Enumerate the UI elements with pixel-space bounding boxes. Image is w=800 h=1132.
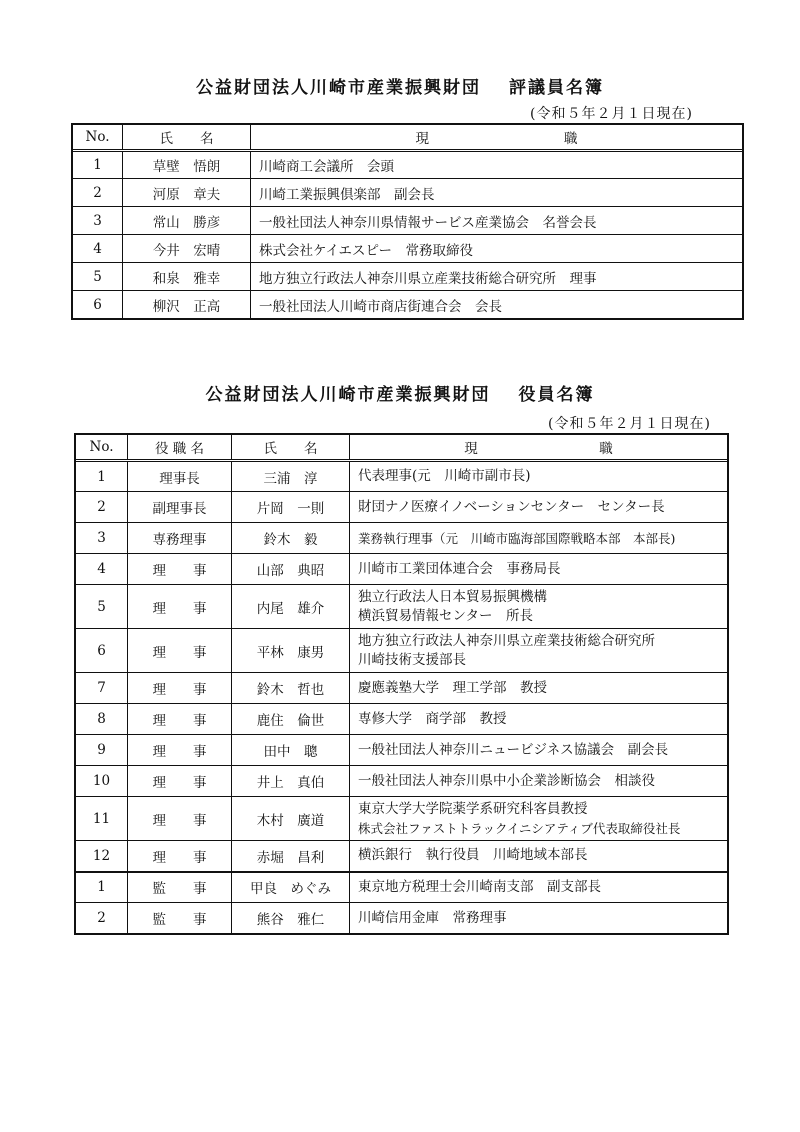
member-name: 常山 勝彦 xyxy=(123,207,251,235)
table-row xyxy=(76,735,728,766)
officer-name: 山部 典昭 xyxy=(232,554,350,585)
officer-position-line: 川崎市工業団体連合会 事務局長 xyxy=(358,560,561,577)
table-row xyxy=(76,673,728,704)
officer-name: 片岡 一則 xyxy=(232,492,350,523)
member-name: 草壁 悟朗 xyxy=(123,151,251,179)
council-header-row xyxy=(73,125,743,151)
officer-position-line: 横浜貿易情報センター 所長 xyxy=(358,607,533,624)
member-position: 一般社団法人神奈川県情報サービス産業協会 名誉会長 xyxy=(251,207,743,235)
table-row xyxy=(76,841,728,872)
officer-position-line: 専修大学 商学部 教授 xyxy=(358,710,507,727)
member-position: 株式会社ケイエスピー 常務取締役 xyxy=(251,235,743,263)
officer-name: 赤堀 昌利 xyxy=(232,841,350,872)
officer-position-line: 地方独立行政法人神奈川県立産業技術総合研究所 xyxy=(358,632,655,649)
row-number: 12 xyxy=(76,841,128,872)
row-number: 3 xyxy=(76,523,128,554)
officer-name: 内尾 雄介 xyxy=(232,585,350,629)
member-position: 川崎商工会議所 会頭 xyxy=(251,151,743,179)
table-row xyxy=(73,291,743,319)
officer-position-line: 東京大学大学院薬学系研究科客員教授 xyxy=(358,800,588,817)
table-row xyxy=(73,207,743,235)
table-row xyxy=(73,179,743,207)
officer-name: 田中 聰 xyxy=(232,735,350,766)
officer-position-line: 一般社団法人神奈川県中小企業診断協会 相談役 xyxy=(358,772,655,789)
officer-role: 理 事 xyxy=(128,554,232,585)
member-name: 和泉 雅幸 xyxy=(123,263,251,291)
officer-position xyxy=(350,585,728,629)
officer-role: 理 事 xyxy=(128,704,232,735)
officer-position-line: 慶應義塾大学 理工学部 教授 xyxy=(358,679,547,696)
officers-table xyxy=(75,434,728,934)
row-number: 1 xyxy=(76,872,128,903)
officer-name: 鹿住 倫世 xyxy=(232,704,350,735)
row-number: 2 xyxy=(76,903,128,934)
officer-position xyxy=(350,461,728,492)
row-number: 11 xyxy=(76,797,128,841)
row-number: 6 xyxy=(73,291,123,319)
officer-role: 理事長 xyxy=(128,461,232,492)
officer-position xyxy=(350,797,728,841)
officer-role: 理 事 xyxy=(128,841,232,872)
officer-name: 木村 廣道 xyxy=(232,797,350,841)
table-row xyxy=(76,554,728,585)
row-number: 10 xyxy=(76,766,128,797)
row-number: 6 xyxy=(76,629,128,673)
table-row xyxy=(76,704,728,735)
officer-position-line: 業務執行理事（元 川崎市臨海部国際戦略本部 本部長) xyxy=(358,530,676,546)
officers-header-name: 氏 名 xyxy=(232,435,350,461)
officer-name: 鈴木 毅 xyxy=(232,523,350,554)
officers-title-roster: 役員名簿 xyxy=(518,385,595,405)
table-row xyxy=(73,235,743,263)
council-date: (令和５年２月１日現在) xyxy=(530,106,693,122)
table-row xyxy=(76,903,728,934)
officer-position-line: 横浜銀行 執行役員 川崎地域本部長 xyxy=(358,847,588,864)
table-row xyxy=(73,151,743,179)
officer-name: 甲良 めぐみ xyxy=(232,872,350,903)
officer-position xyxy=(350,629,728,673)
officers-header-position: 現 職 xyxy=(350,435,728,461)
council-title xyxy=(0,73,800,98)
officer-name: 鈴木 哲也 xyxy=(232,673,350,704)
row-number: 2 xyxy=(73,179,123,207)
officer-role: 理 事 xyxy=(128,797,232,841)
officers-header-row xyxy=(76,435,728,461)
officer-position-line: 独立行政法人日本貿易振興機構 xyxy=(358,588,547,605)
officers-header-no: No. xyxy=(76,435,128,461)
officer-position xyxy=(350,903,728,934)
table-row xyxy=(76,523,728,554)
officer-role: 監 事 xyxy=(128,903,232,934)
member-name: 今井 宏晴 xyxy=(123,235,251,263)
officer-position xyxy=(350,704,728,735)
officer-position-line: 川崎信用金庫 常務理事 xyxy=(358,909,507,926)
officer-position-line: 川崎技術支援部長 xyxy=(358,651,466,668)
row-number: 4 xyxy=(76,554,128,585)
table-row xyxy=(76,797,728,841)
row-number: 9 xyxy=(76,735,128,766)
table-row xyxy=(76,766,728,797)
member-name: 河原 章夫 xyxy=(123,179,251,207)
officers-date: (令和５年２月１日現在) xyxy=(548,416,711,432)
officers-title xyxy=(0,380,800,405)
officer-position xyxy=(350,554,728,585)
council-header-no: No. xyxy=(73,125,123,151)
officer-position-line: 東京地方税理士会川崎南支部 副支部長 xyxy=(358,878,601,895)
council-header-name: 氏 名 xyxy=(123,125,251,151)
officer-role: 副理事長 xyxy=(128,492,232,523)
officer-role: 理 事 xyxy=(128,629,232,673)
table-row xyxy=(76,872,728,903)
officer-position-line: 一般社団法人神奈川ニュービジネス協議会 副会長 xyxy=(358,741,669,758)
officers-header-role: 役 職 名 xyxy=(128,435,232,461)
member-position: 川崎工業振興倶楽部 副会長 xyxy=(251,179,743,207)
council-header-position: 現 職 xyxy=(251,125,743,151)
officer-role: 理 事 xyxy=(128,766,232,797)
officer-position xyxy=(350,735,728,766)
table-row xyxy=(76,461,728,492)
officer-role: 理 事 xyxy=(128,673,232,704)
officer-position-line: 株式会社ファストトラックイニシアティブ代表取締役社長 xyxy=(358,820,681,836)
table-row xyxy=(76,585,728,629)
officer-position-line: 財団ナノ医療イノベーションセンター センター長 xyxy=(358,498,665,515)
row-number: 2 xyxy=(76,492,128,523)
row-number: 5 xyxy=(76,585,128,629)
table-row xyxy=(73,263,743,291)
member-position: 地方独立行政法人神奈川県立産業技術総合研究所 理事 xyxy=(251,263,743,291)
council-title-org: 公益財団法人川崎市産業振興財団 xyxy=(196,78,481,98)
officers-title-org: 公益財団法人川崎市産業振興財団 xyxy=(205,385,491,405)
officer-position xyxy=(350,872,728,903)
officer-position xyxy=(350,673,728,704)
row-number: 4 xyxy=(73,235,123,263)
council-title-roster: 評議員名簿 xyxy=(509,78,604,98)
row-number: 1 xyxy=(76,461,128,492)
officer-role: 理 事 xyxy=(128,735,232,766)
officer-name: 三浦 淳 xyxy=(232,461,350,492)
row-number: 8 xyxy=(76,704,128,735)
member-name: 柳沢 正高 xyxy=(123,291,251,319)
row-number: 7 xyxy=(76,673,128,704)
officer-position xyxy=(350,523,728,554)
officer-position xyxy=(350,492,728,523)
member-position: 一般社団法人川崎市商店街連合会 会長 xyxy=(251,291,743,319)
officer-name: 井上 真伯 xyxy=(232,766,350,797)
table-row xyxy=(76,492,728,523)
row-number: 5 xyxy=(73,263,123,291)
officer-position xyxy=(350,766,728,797)
officer-role: 専務理事 xyxy=(128,523,232,554)
officer-role: 理 事 xyxy=(128,585,232,629)
council-table xyxy=(72,124,743,319)
table-row xyxy=(76,629,728,673)
officer-position-line: 代表理事(元 川崎市副市長) xyxy=(358,468,531,484)
row-number: 3 xyxy=(73,207,123,235)
row-number: 1 xyxy=(73,151,123,179)
officer-name: 熊谷 雅仁 xyxy=(232,903,350,934)
officer-position xyxy=(350,841,728,872)
officer-name: 平林 康男 xyxy=(232,629,350,673)
officer-role: 監 事 xyxy=(128,872,232,903)
